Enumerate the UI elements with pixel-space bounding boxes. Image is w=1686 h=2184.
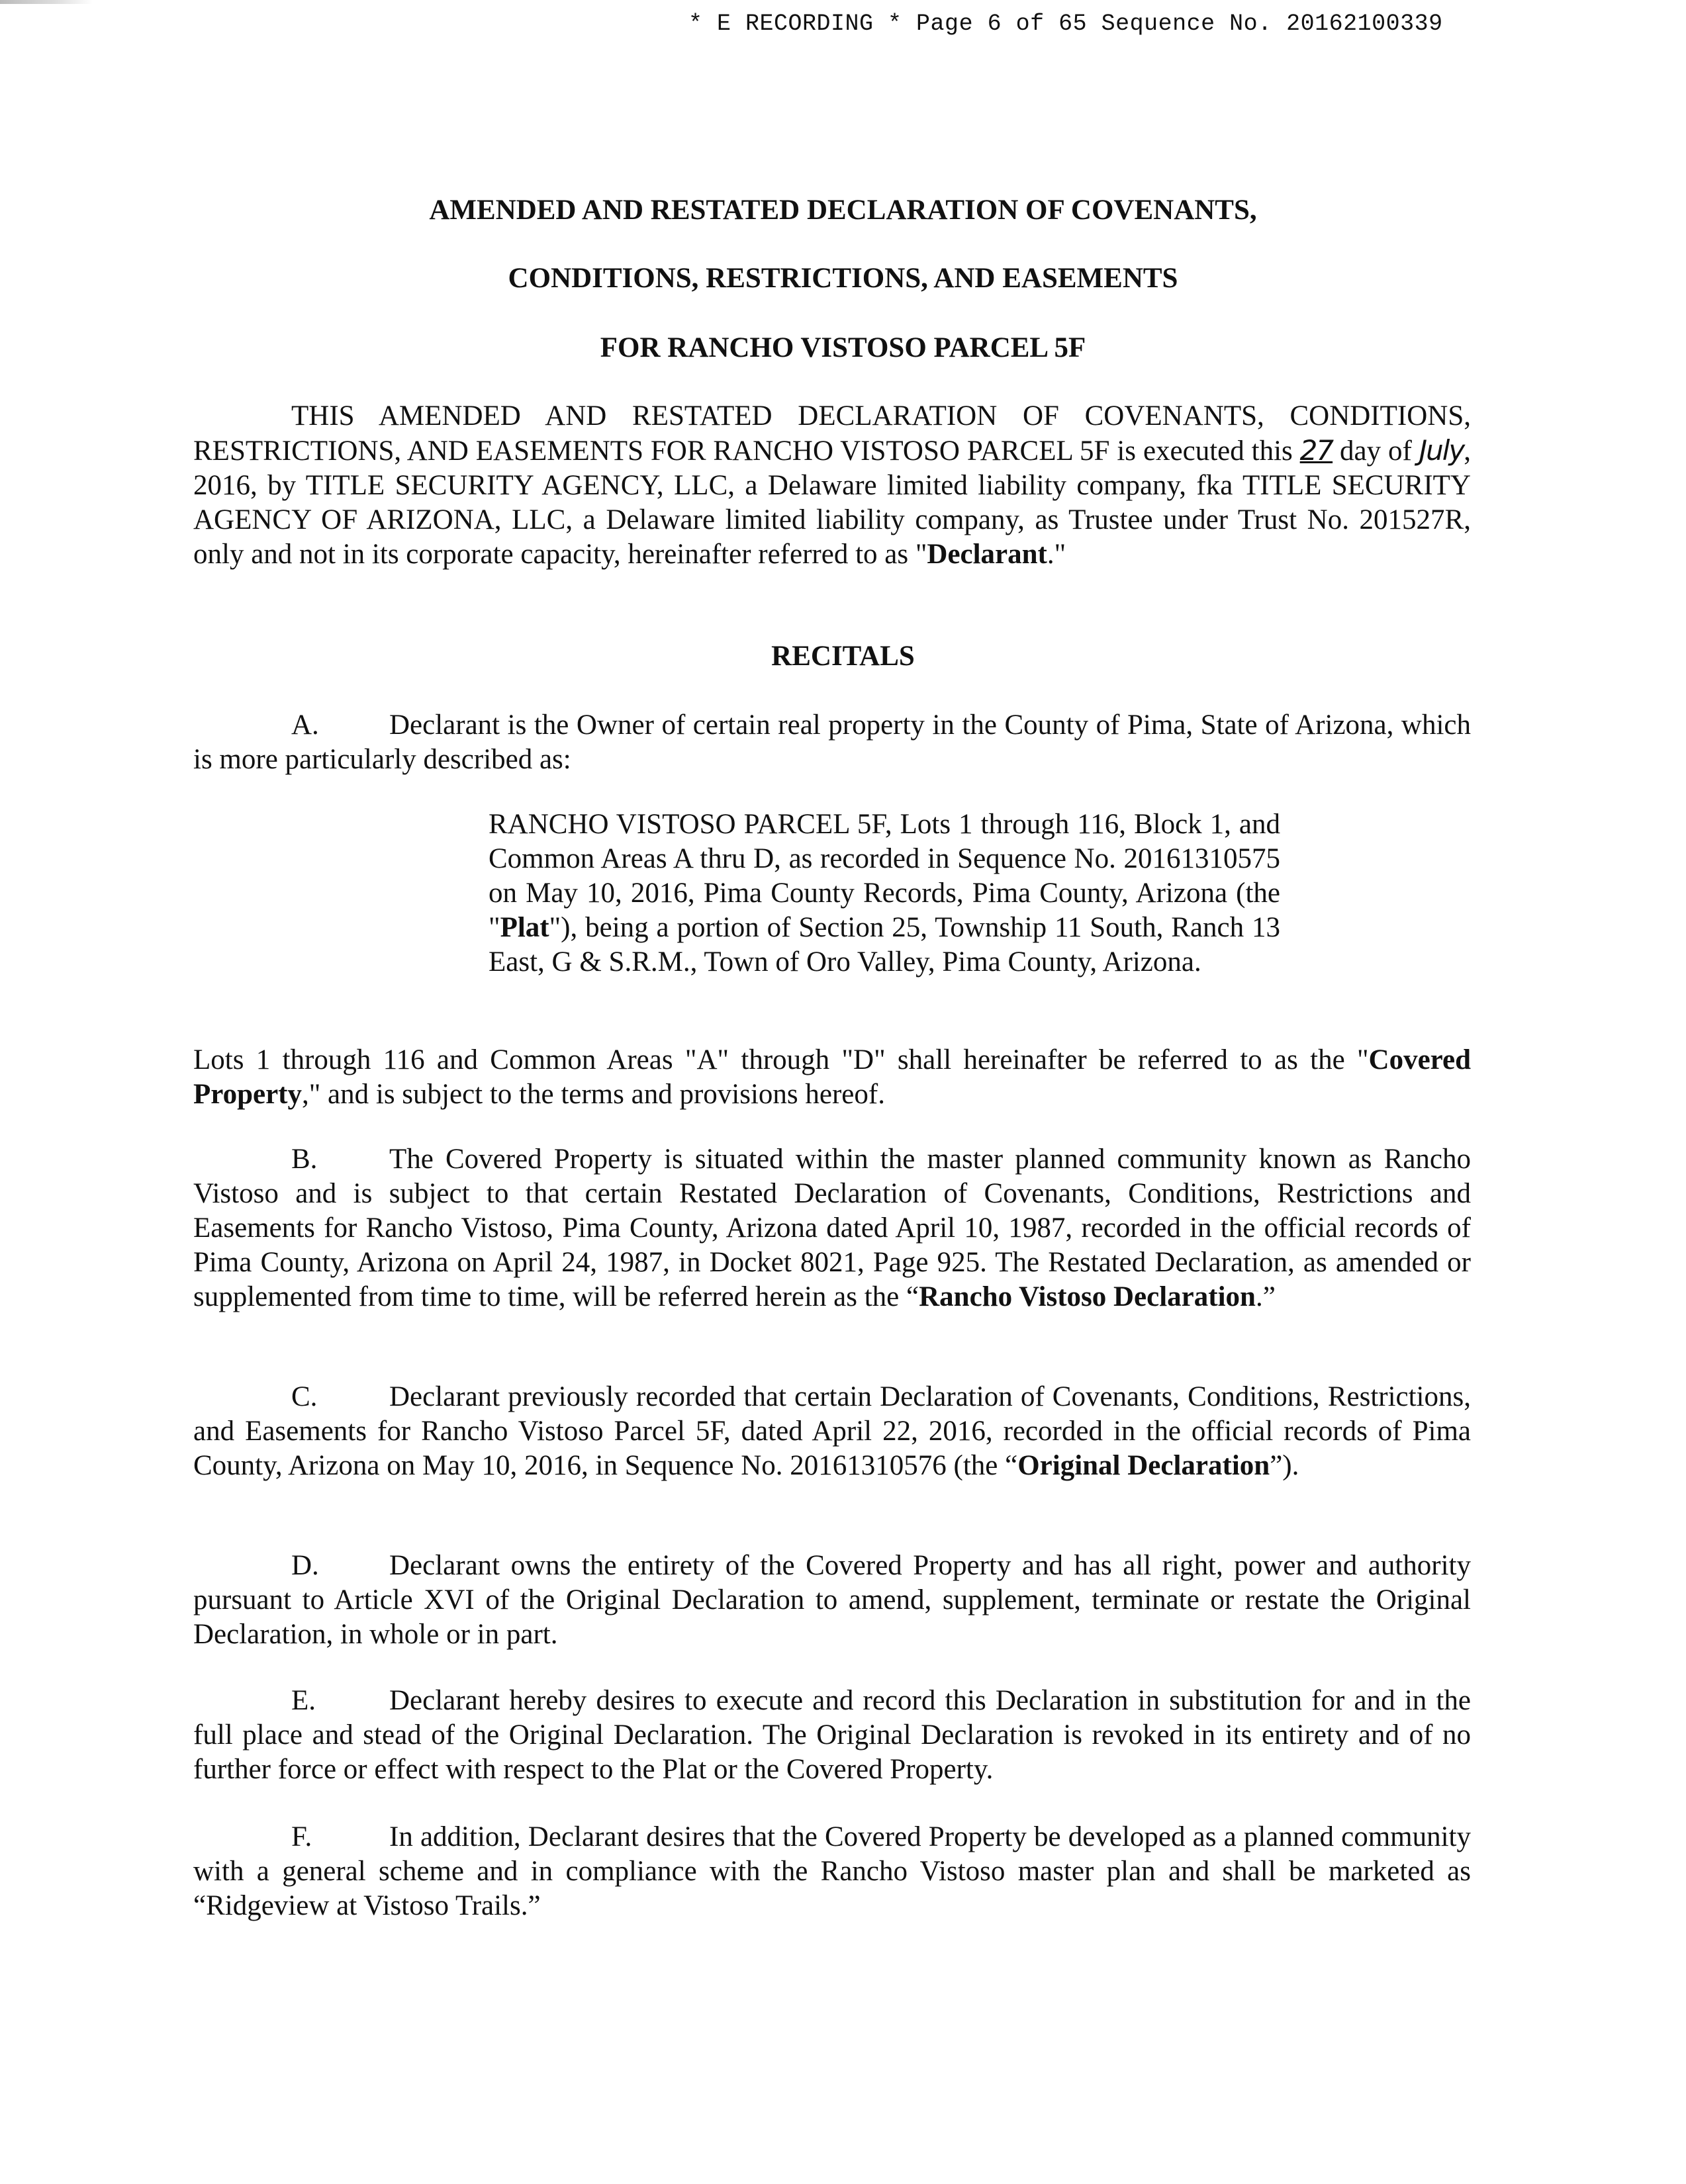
plat-term: Plat	[500, 912, 549, 943]
recital-marker: D.	[291, 1550, 319, 1581]
covered-property-paragraph: Lots 1 through 116 and Common Areas "A" through "D" shall hereinafter be referred to as the "Covered Property," and is subject to the terms and provisions hereof.	[193, 1044, 1471, 1110]
legal-description: RANCHO VISTOSO PARCEL 5F, Lots 1 through 116, Block 1, and Common Areas A thru D, as recorded in Sequence No. 20161310575 on May 10, 2016, Pima County Records, Pima County, Arizona (the "Plat"), being a portion of Section 25, Township 11 South, Ranch 13 East, G & S.R.M., Town of Oro Valley, Pima County, Arizona.	[489, 809, 1280, 978]
recital-d: D. Declarant owns the entirety of the Covered Property and has all right, power and authority pursuant to Article XVI of the Original Declaration to amend, supplement, terminate or restate the Original Declaration, in whole or in part.	[193, 1550, 1471, 1650]
recitals-heading: RECITALS	[771, 641, 915, 672]
handwritten-day: 27	[1299, 434, 1333, 467]
recital-marker: B.	[291, 1144, 318, 1175]
recital-marker: F.	[291, 1821, 312, 1852]
declarant-term: Declarant	[927, 539, 1047, 570]
title-line-2: CONDITIONS, RESTRICTIONS, AND EASEMENTS	[508, 263, 1178, 294]
recital-b: B. The Covered Property is situated within the master planned community known as Rancho Vistoso and is subject to that certain Restated Declaration of Covenants, Conditions, Restrictions and Easements for Rancho Vistoso, Pima County, Arizona dated April 10, 1987, recorded in the official records of Pima County, Arizona on April 24, 1987, in Docket 8021, Page 925. The Restated Declaration, as amended or supplemented from time to time, will be referred herein as the “Rancho Vistoso Declaration.”	[193, 1144, 1471, 1312]
scan-artifact	[0, 0, 93, 4]
handwritten-month: July	[1419, 434, 1464, 467]
recital-f: F. In addition, Declarant desires that the Covered Property be developed as a planned community with a general scheme and in compliance with the Rancho Vistoso master plan and shall be marketed as “Ridgeview at Vistoso Trails.”	[193, 1821, 1471, 1921]
recital-marker: E.	[291, 1685, 316, 1716]
covered-property-term: Covered Property	[193, 1044, 1471, 1110]
recording-header: * E RECORDING * Page 6 of 65 Sequence No. 20162100339	[688, 11, 1443, 37]
intro-paragraph: THIS AMENDED AND RESTATED DECLARATION OF COVENANTS, CONDITIONS, RESTRICTIONS, AND EASEMENTS FOR RANCHO VISTOSO PARCEL 5F is executed this 27 day of July, 2016, by TITLE SECURITY AGENCY, LLC, a Delaware limited liability company, fka TITLE SECURITY AGENCY OF ARIZONA, LLC, a Delaware limited liability company, as Trustee under Trust No. 201527R, only and not in its corporate capacity, hereinafter referred to as "Declarant."	[193, 400, 1471, 570]
recital-e: E. Declarant hereby desires to execute and record this Declaration in substitution for and in the full place and stead of the Original Declaration. The Original Declaration is revoked in its entirety and of no further force or effect with respect to the Plat or the Covered Property.	[193, 1685, 1471, 1785]
recital-c: C. Declarant previously recorded that certain Declaration of Covenants, Conditions, Restrictions, and Easements for Rancho Vistoso Parcel 5F, dated April 22, 2016, recorded in the official records of Pima County, Arizona on May 10, 2016, in Sequence No. 20161310576 (the “Original Declaration”).	[193, 1381, 1471, 1481]
recital-marker: A.	[291, 709, 319, 741]
recital-marker: C.	[291, 1381, 318, 1412]
title-line-3: FOR RANCHO VISTOSO PARCEL 5F	[600, 332, 1086, 363]
recital-a: A. Declarant is the Owner of certain real property in the County of Pima, State of Arizona, which is more particularly described as:	[193, 709, 1471, 775]
original-declaration-term: Original Declaration	[1017, 1450, 1270, 1481]
title-line-1: AMENDED AND RESTATED DECLARATION OF COVENANTS,	[429, 195, 1257, 226]
rancho-vistoso-declaration-term: Rancho Vistoso Declaration	[919, 1281, 1256, 1312]
